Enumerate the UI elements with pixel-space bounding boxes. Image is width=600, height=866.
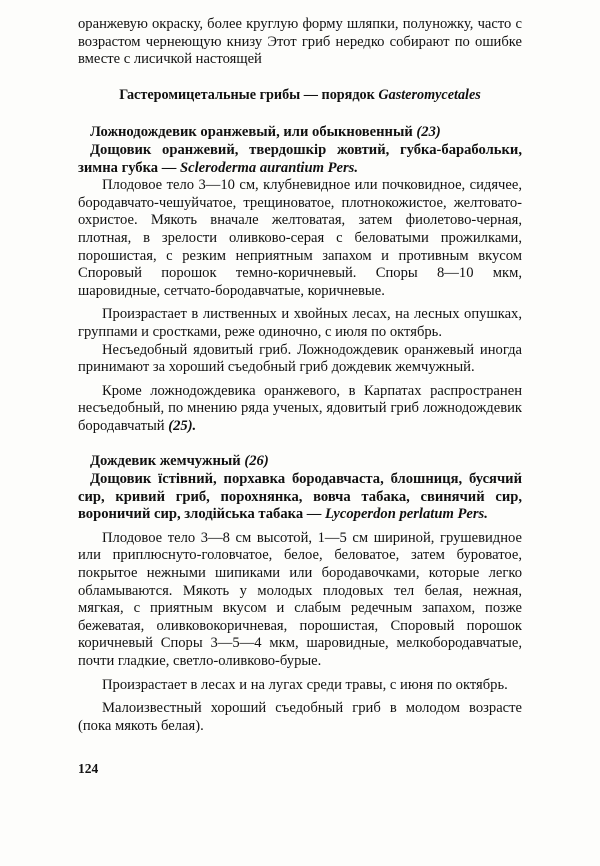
species-title-1 [78, 124, 522, 142]
species-2-paragraph-habitat: Произрастает в лесах и на лугах среди травы, с июня по октябрь. [102, 676, 508, 693]
intro-paragraph: оранжевую окраску, более круглую форму шляпки, полуножку, часто с возрастом чернеющую книзу Этот гриб нередко собирают по ошибке вместе с лисичкой настоящей [78, 16, 522, 68]
species-synonyms-1 [78, 142, 522, 177]
species-1-paragraph-edibility: Несъедобный ядовитый гриб. Ложнодождевик оранжевый иногда принимают за хороший съедобный гриб дождевик жемчужный. [78, 341, 522, 376]
species-1-note-text: Кроме ложнодождевика оранжевого, в Карпатах распространен несъедобный, по мнению ряда ученых, ядовитый гриб ложнодождевик бородавчатый [78, 382, 522, 434]
species-1-paragraph-habitat: Произрастает в лиственных и хвойных лесах, на лесных опушках, группами и сростками, реже одиночно, с июля по октябрь. [78, 306, 522, 340]
section-heading [78, 87, 522, 105]
species-1-note-ref: (25). [168, 417, 197, 434]
species-latin-2: Lycoperdon perlatum Pers. [325, 506, 488, 523]
page-number: 124 [78, 761, 99, 776]
species-title-1-ref: (23) [416, 124, 441, 141]
species-title-2-ref: (26) [244, 453, 269, 470]
species-2-paragraph-edibility: Малоизвестный хороший съедобный гриб в молодом возрасте (пока мякоть белая). [78, 700, 522, 734]
species-synonyms-1-text: Дощовик оранжевий, твердошкір жовтий, губка-барабольки, зимна губка — [78, 141, 522, 176]
species-2-paragraph-description: Плодовое тело 3—8 см высотой, 1—5 см шириной, грушевидное или приплюснуто-головчатое, белое, беловатое, затем буроватое, покрытое нежными шипиками или бородавочками, которые легко обламываются. Мякоть у молодых плодовых тел белая, нежная, мягкая, с приятным вкусом и слабым редечным запахом, позже бежеватая, оливковокоричневая, порошистая, Споровый порошок коричневый Споры 3—5—4 мкм, шаровидные, мелкобородавчатые, почти гладкие, светло-оливково-бурые. [78, 529, 522, 669]
section-heading-latin: Gasteromycetales [378, 86, 481, 103]
species-1-paragraph-description: Плодовое тело 3—10 см, клубневидное или почковидное, сидячее, бородавчато-чешуйчатое, трещиноватое, плотнокожистое, желтовато-охристое. Мякоть вначале желтоватая, затем фиолетово-черная, плотная, в зрелости оливково-серая с беловатыми прожилками, порошистая, с резким неприятным запахом и противным вкусом Споровый порошок темно-коричневый. Споры 8—10 мкм, шаровидные, сетчато-бородавчатые, коричневые. [78, 177, 522, 299]
species-latin-1: Scleroderma aurantium Pers. [179, 159, 358, 176]
species-title-1-text: Ложнодождевик оранжевый, или обыкновенный [90, 124, 413, 141]
species-title-2 [78, 453, 522, 471]
text-column [78, 16, 522, 735]
section-heading-text: Гастеромицетальные грибы — порядок [119, 86, 375, 103]
species-synonyms-2-text: Дощовик їстівний, порхавка бородавчаста, блошниця, бусячий сир, кривий гриб, порохнянка, вовча табака, свинячий сир, вороничий сир, злодійська табака — [78, 471, 522, 523]
species-1-paragraph-note [78, 383, 522, 436]
species-synonyms-2 [78, 471, 522, 524]
species-title-2-text: Дождевик жемчужный [90, 453, 241, 470]
